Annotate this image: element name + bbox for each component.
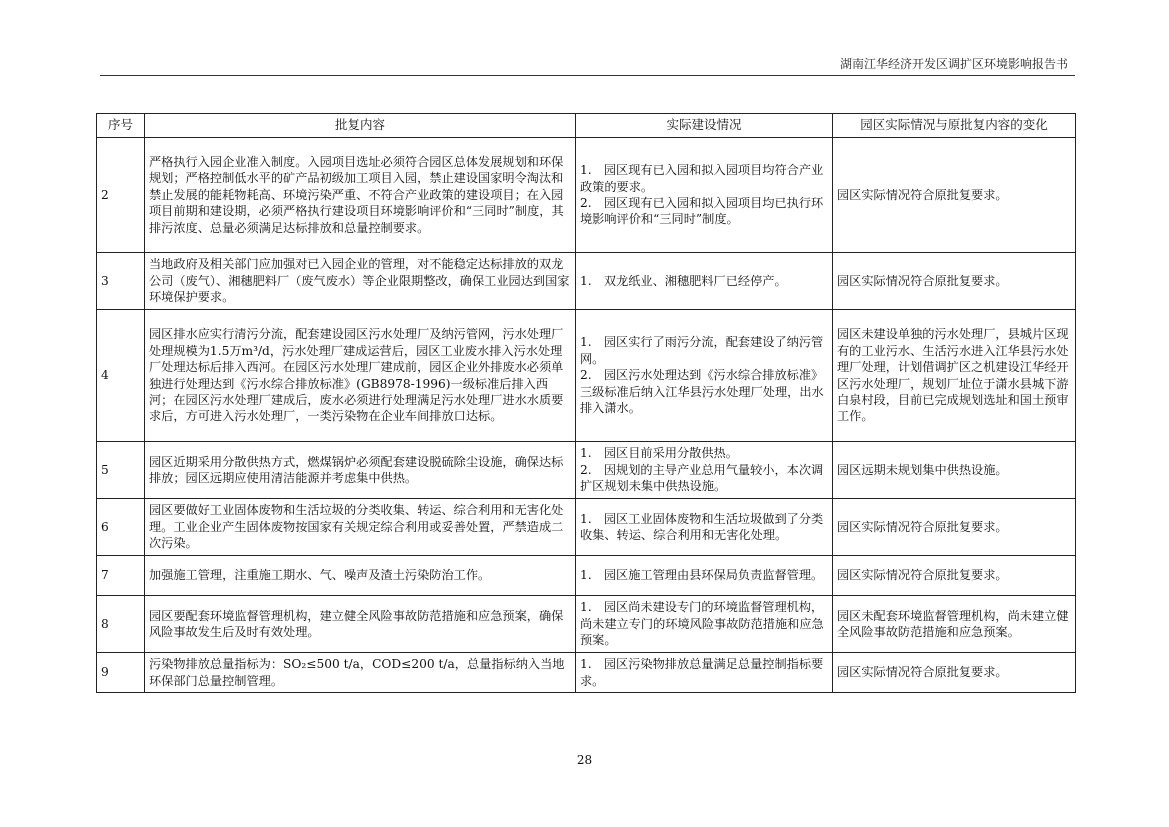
approval-cell: 污染物排放总量指标为：SO₂≤500 t/a，COD≤200 t/a，总量指标纳入当地环保部门总量控制管理。: [145, 653, 576, 693]
row-number: 2: [97, 138, 145, 253]
approval-comparison-table: [96, 113, 1076, 693]
actual-cell: [576, 310, 833, 442]
change-cell: 园区实际情况符合原批复要求。: [833, 556, 1076, 596]
change-cell: 园区实际情况符合原批复要求。: [833, 138, 1076, 253]
table-row: [97, 596, 1076, 653]
actual-item: 1. 双龙纸业、湘穗肥料厂已经停产。: [580, 273, 787, 288]
actual-item: 2. 园区污水处理达到《污水综合排放标准》三级标准后纳入江华县污水处理厂处理，出水排入潇水。: [580, 368, 824, 416]
actual-cell: [576, 556, 833, 596]
actual-item: 1. 园区施工管理由县环保局负责监督管理。: [580, 568, 824, 583]
approval-cell: 严格执行入园企业准入制度。入园项目选址必须符合园区总体发展规划和环保规划；严格控制低水平的矿产品初级加工项目入园，禁止建设国家明令淘汰和禁止发展的能耗物耗高、环境污染严重、不符合产业政策的建设项目；在入园项目前期和建设期，必须严格执行建设项目环境影响评价和“三同时”制度，其排污浓度、总量必须满足达标排放和总量控制要求。: [145, 138, 576, 253]
actual-item: 1. 园区目前采用分散供热。: [580, 446, 738, 461]
approval-cell: 园区要做好工业固体废物和生活垃圾的分类收集、转运、综合利用和无害化处理。工业企业产生固体废物按国家有关规定综合利用或妥善处置，严禁造成二次污染。: [145, 499, 576, 556]
actual-item: 1. 园区污染物排放总量满足总量控制指标要求。: [580, 657, 824, 688]
actual-cell: [576, 653, 833, 693]
row-number: 9: [97, 653, 145, 693]
table-row: [97, 653, 1076, 693]
actual-cell: [576, 253, 833, 310]
actual-item: 1. 园区现有已入园和拟入园项目均符合产业政策的要求。: [580, 163, 824, 194]
row-number: 8: [97, 596, 145, 653]
change-cell: 园区实际情况符合原批复要求。: [833, 499, 1076, 556]
column-header-no: 序号: [97, 114, 145, 138]
actual-cell: [576, 138, 833, 253]
approval-cell: 园区近期采用分散供热方式，燃煤锅炉必须配套建设脱硫除尘设施，确保达标排放；园区远期应使用清洁能源并考虑集中供热。: [145, 442, 576, 499]
column-header-actual: 实际建设情况: [576, 114, 833, 138]
table-row: [97, 556, 1076, 596]
change-cell: 园区未建设单独的污水处理厂，县城片区现有的工业污水、生活污水进入江华县污水处理厂处理，计划借调扩区之机建设江华经开区污水处理厂，规划厂址位于潇水县城下游白泉村段，目前已完成规划选址和国土预审工作。: [833, 310, 1076, 442]
row-number: 3: [97, 253, 145, 310]
actual-item: 1. 园区尚未建设专门的环境监督管理机构，尚未建立专门的环境风险事故防范措施和应急预案。: [580, 600, 824, 648]
actual-cell: [576, 596, 833, 653]
row-number: 4: [97, 310, 145, 442]
table-row: [97, 499, 1076, 556]
actual-item: 1. 园区工业固体废物和生活垃圾做到了分类收集、转运、综合利用和无害化处理。: [580, 511, 824, 542]
column-header-approval: 批复内容: [145, 114, 576, 138]
table-row: [97, 138, 1076, 253]
actual-item: 1. 园区实行了雨污分流，配套建设了纳污管网。: [580, 335, 824, 366]
actual-item: 2. 因规划的主导产业总用气量较小，本次调扩区规划未集中供热设施。: [580, 462, 824, 494]
change-cell: 园区远期未规划集中供热设施。: [833, 442, 1076, 499]
actual-cell: [576, 499, 833, 556]
row-number: 6: [97, 499, 145, 556]
approval-cell: 加强施工管理，注重施工期水、气、噪声及渣土污染防治工作。: [145, 556, 576, 596]
row-number: 7: [97, 556, 145, 596]
header-rule: [100, 75, 1075, 76]
table-header-row: [97, 114, 1076, 138]
header-title: 湖南江华经济开发区调扩区环境影响报告书: [839, 57, 1068, 71]
approval-cell: 园区要配套环境监督管理机构，建立健全风险事故防范措施和应急预案，确保风险事故发生后及时有效处理。: [145, 596, 576, 653]
change-cell: 园区实际情况符合原批复要求。: [833, 653, 1076, 693]
actual-item: 2. 园区现有已入园和拟入园项目均已执行环境影响评价和“三同时”制度。: [580, 196, 824, 227]
table-row: [97, 253, 1076, 310]
change-cell: 园区实际情况符合原批复要求。: [833, 253, 1076, 310]
change-cell: 园区未配套环境监督管理机构，尚未建立健全风险事故防范措施和应急预案。: [833, 596, 1076, 653]
column-header-change: 园区实际情况与原批复内容的变化: [833, 114, 1076, 138]
page-number: 28: [576, 753, 593, 767]
approval-cell: 园区排水应实行清污分流，配套建设园区污水处理厂及纳污管网，污水处理厂处理规模为1.5万m³/d，污水处理厂建成运营后，园区工业废水排入污水处理厂处理达标后排入西河。在园区污水处理厂建成前，园区企业外排废水必须单独进行处理达到《污水综合排放标准》(GB8978-1996)一级标准后排入西河；在园区污水处理厂建成后，废水必须进行处理满足污水处理厂进水水质要求后，方可进入污水处理厂，一类污染物在企业车间排放口达标。: [145, 310, 576, 442]
table-row: [97, 442, 1076, 499]
row-number: 5: [97, 442, 145, 499]
table-row: [97, 310, 1076, 442]
actual-cell: [576, 442, 833, 499]
approval-cell: 当地政府及相关部门应加强对已入园企业的管理，对不能稳定达标排放的双龙公司（废气）、湘穗肥料厂（废气废水）等企业限期整改，确保工业园达到国家环境保护要求。: [145, 253, 576, 310]
